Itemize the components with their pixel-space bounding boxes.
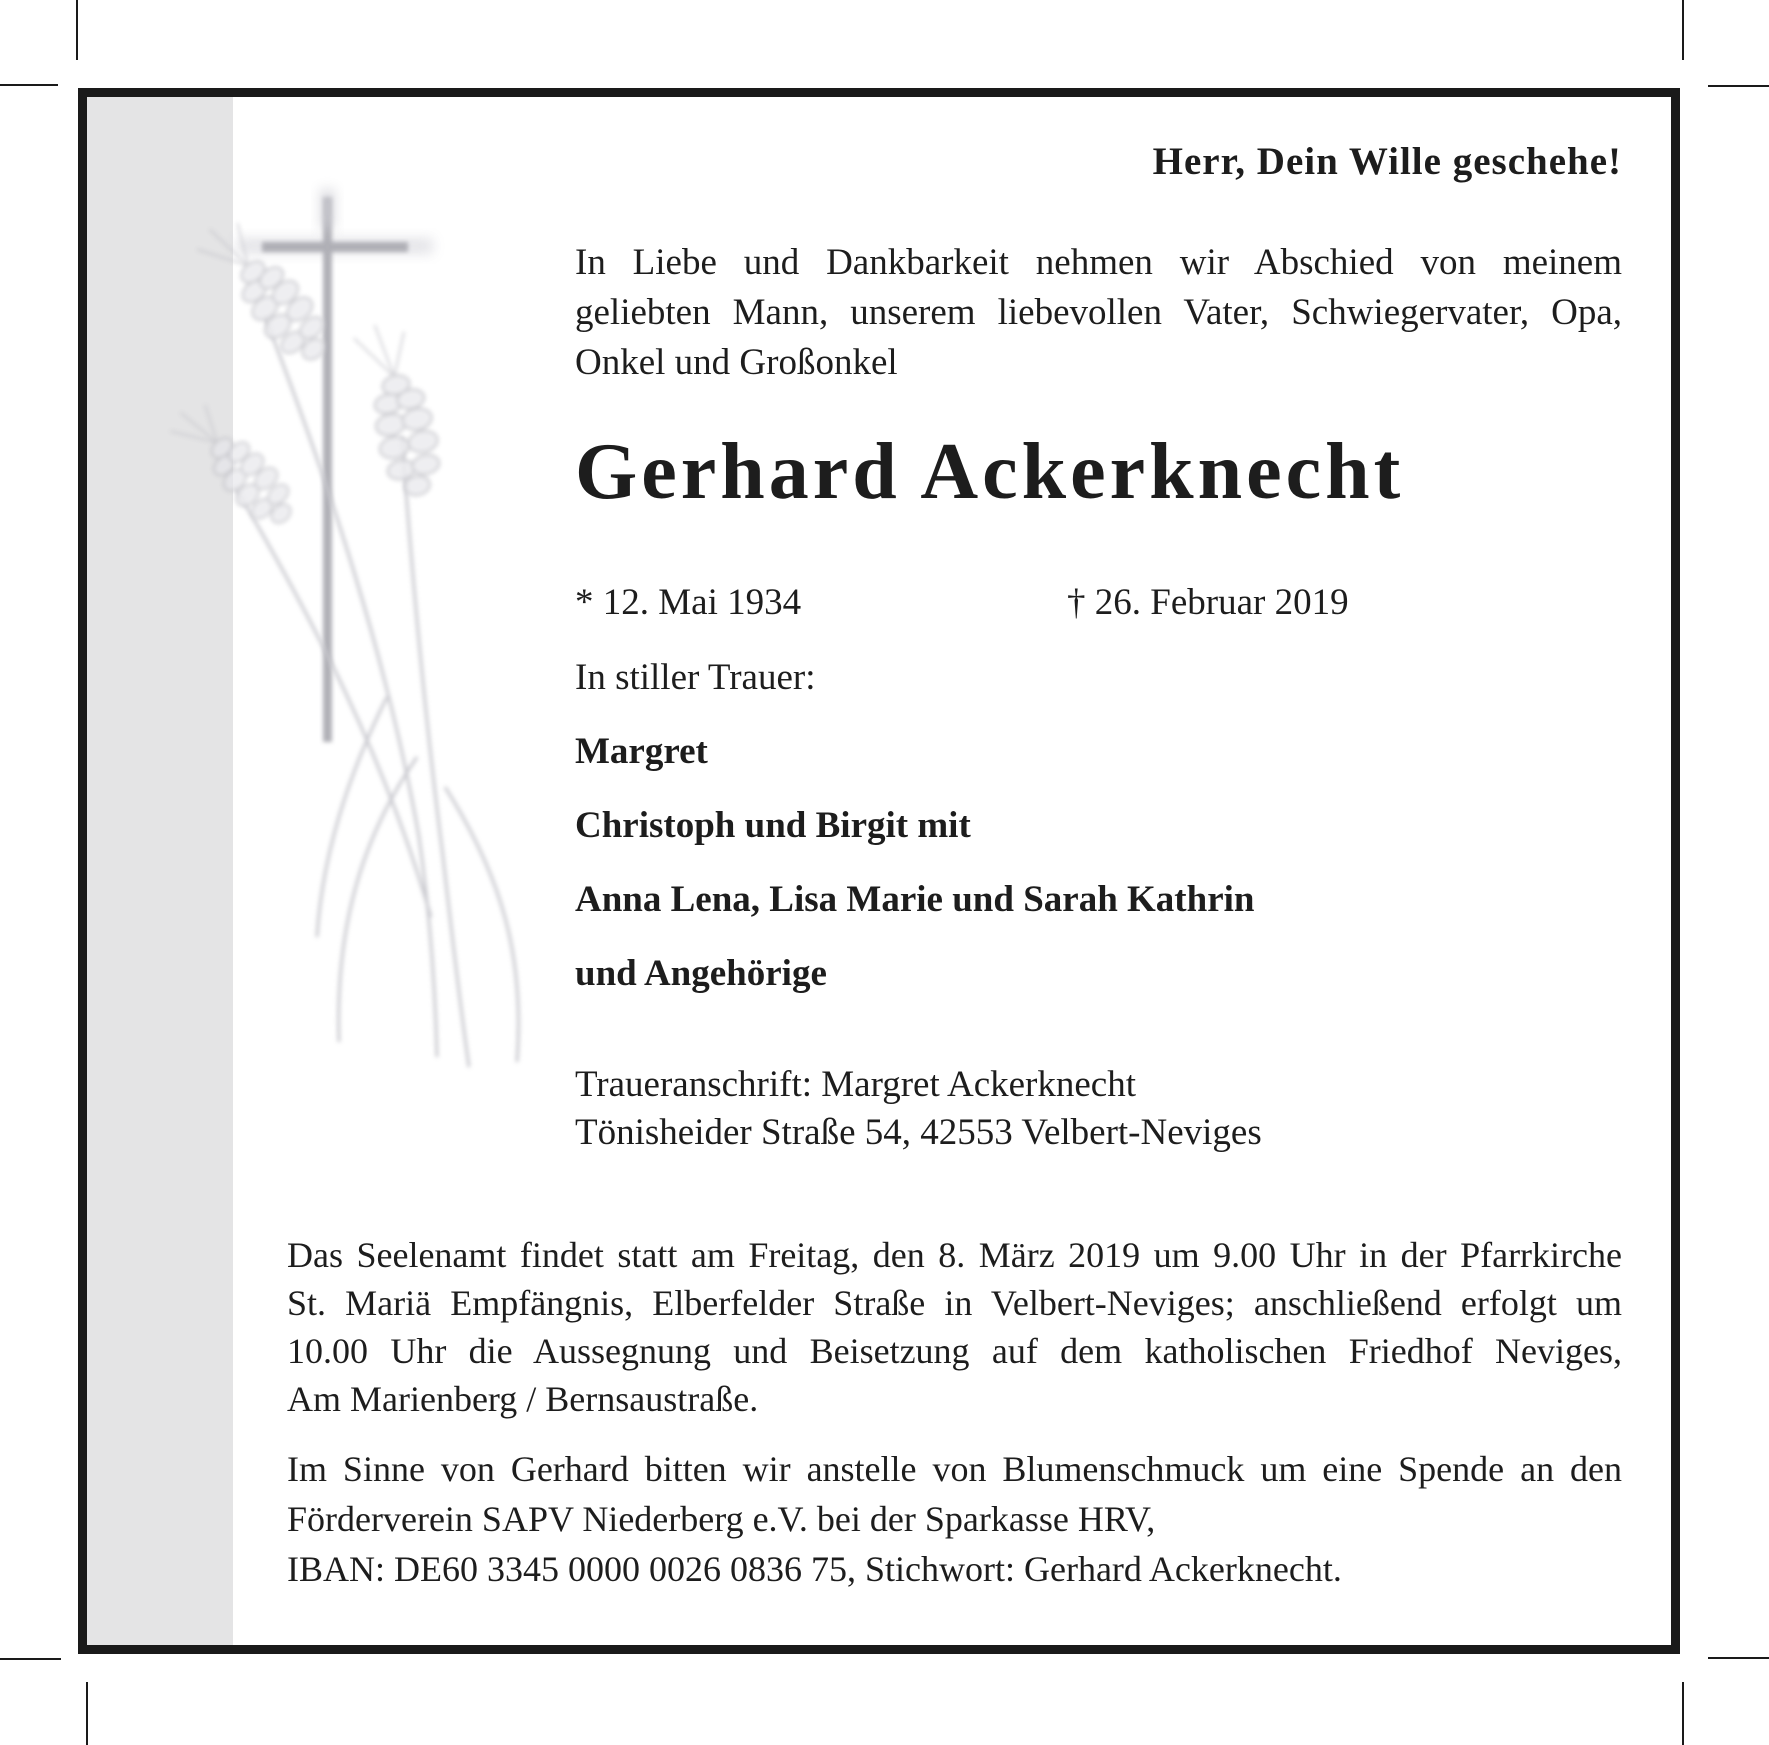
deceased-name: Gerhard Ackerknecht bbox=[575, 428, 1405, 516]
intro-paragraph bbox=[575, 238, 1622, 388]
left-gray-band bbox=[87, 97, 233, 1645]
mourning-address-line: Traueranschrift: Margret Ackerknecht bbox=[575, 1064, 1136, 1105]
crop-mark-bottom-left-horizontal bbox=[0, 1658, 61, 1660]
mourning-label: In stiller Trauer: bbox=[575, 657, 816, 698]
mourner-name: und Angehörige bbox=[575, 953, 827, 994]
mourners-block bbox=[575, 641, 1254, 1011]
service-line: 10.00 Uhr die Aussegnung und Beisetzung auf dem katholischen Friedhof Neviges, bbox=[287, 1331, 1622, 1371]
service-paragraph bbox=[287, 1231, 1622, 1423]
death-date: † 26. Februar 2019 bbox=[1067, 582, 1349, 623]
mourner-name: Christoph und Birgit mit bbox=[575, 805, 971, 846]
service-line: Das Seelenamt findet statt am Freitag, den 8. März 2019 um 9.00 Uhr in der Pfarrkirche bbox=[287, 1235, 1622, 1275]
crop-mark-bottom-right-vertical bbox=[1682, 1682, 1684, 1745]
donation-paragraph bbox=[287, 1444, 1622, 1594]
motto-text: Herr, Dein Wille geschehe! bbox=[1152, 140, 1622, 183]
donation-line: Förderverein SAPV Niederberg e.V. bei der Sparkasse HRV, bbox=[287, 1499, 1156, 1539]
mourner-name: Margret bbox=[575, 731, 708, 772]
mourning-address-line: Tönisheider Straße 54, 42553 Velbert-Neviges bbox=[575, 1112, 1262, 1153]
obituary-card-frame bbox=[78, 88, 1680, 1654]
crop-mark-top-left-vertical bbox=[76, 0, 78, 60]
donation-line: IBAN: DE60 3345 0000 0026 0836 75, Stichwort: Gerhard Ackerknecht. bbox=[287, 1549, 1342, 1589]
donation-line: Im Sinne von Gerhard bitten wir anstelle von Blumenschmuck um eine Spende an den bbox=[287, 1449, 1622, 1489]
intro-line: In Liebe und Dankbarkeit nehmen wir Abschied von meinem bbox=[575, 242, 1622, 283]
crop-mark-bottom-right-horizontal bbox=[1708, 1657, 1769, 1659]
mourning-address-block bbox=[575, 1061, 1262, 1157]
intro-line: geliebten Mann, unserem liebevollen Vater, Schwiegervater, Opa, bbox=[575, 292, 1622, 333]
service-line: St. Mariä Empfängnis, Elberfelder Straße in Velbert-Neviges; anschließend erfolgt um bbox=[287, 1283, 1622, 1323]
intro-line: Onkel und Großonkel bbox=[575, 342, 898, 383]
crop-mark-bottom-left-vertical bbox=[86, 1682, 88, 1745]
service-line: Am Marienberg / Bernsaustraße. bbox=[287, 1379, 759, 1419]
crop-mark-top-right-vertical bbox=[1682, 0, 1684, 60]
mourner-name: Anna Lena, Lisa Marie und Sarah Kathrin bbox=[575, 879, 1255, 920]
crop-mark-top-right-horizontal bbox=[1708, 85, 1769, 87]
birth-date: * 12. Mai 1934 bbox=[575, 582, 802, 623]
crop-mark-top-left-horizontal bbox=[0, 84, 58, 86]
